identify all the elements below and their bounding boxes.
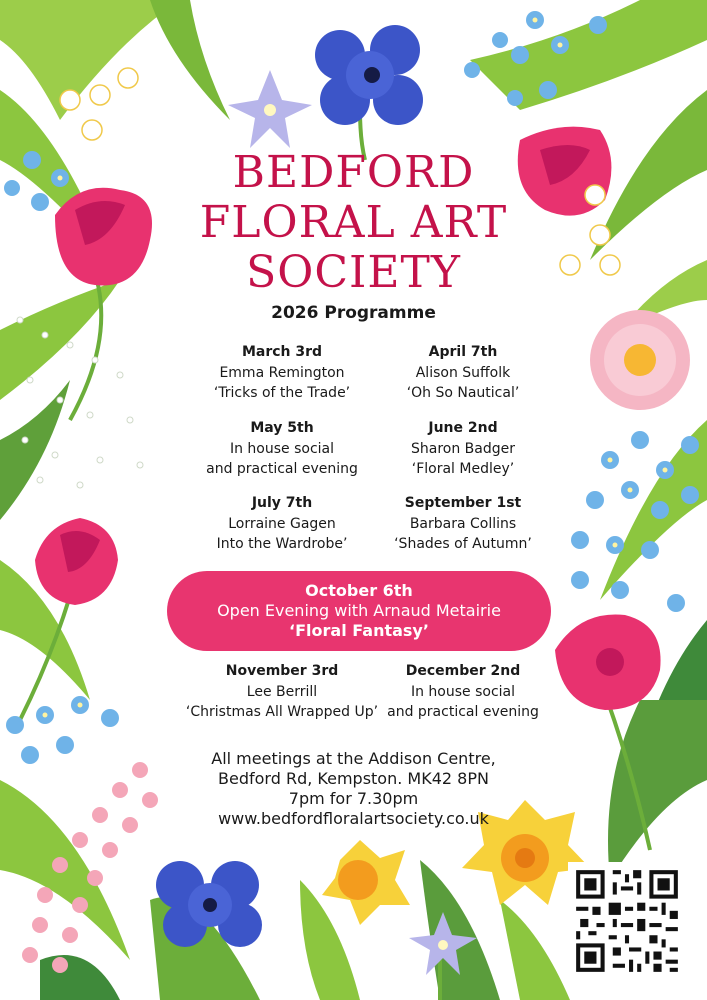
- event-line: In house social: [229, 440, 335, 457]
- venue-info: [0, 749, 707, 829]
- event-date: September 1st: [404, 495, 522, 511]
- event-september: [333, 493, 593, 555]
- event-date: June 2nd: [428, 420, 498, 436]
- title-line: BEDFORD: [232, 147, 475, 198]
- event-line: ‘Tricks of the Trade’: [213, 385, 351, 401]
- event-line: Lee Berrill: [246, 683, 318, 700]
- event-date: April 7th: [428, 344, 498, 360]
- event-date: March 3rd: [241, 344, 323, 360]
- event-line: In house social: [410, 683, 516, 700]
- event-june: [333, 418, 593, 480]
- meeting-time: 7pm for 7.30pm: [288, 789, 419, 808]
- programme-subtitle: 2026 Programme: [271, 303, 436, 323]
- title-line: SOCIETY: [246, 247, 461, 298]
- event-line: Emma Remington: [219, 364, 345, 381]
- society-title: [0, 148, 707, 298]
- event-april: [333, 342, 593, 404]
- qr-code[interactable]: [568, 862, 686, 980]
- event-line: ‘Shades of Autumn’: [394, 536, 532, 552]
- event-line: ‘Oh So Nautical’: [406, 385, 520, 401]
- event-date: July 7th: [251, 495, 313, 511]
- event-line: ‘Christmas All Wrapped Up’: [185, 704, 379, 720]
- venue-line: Bedford Rd, Kempston. MK42 8PN: [218, 769, 489, 788]
- qr-code-icon: [568, 862, 686, 980]
- event-line: Sharon Badger: [410, 440, 515, 457]
- banner-line: Open Evening with Arnaud Metairie: [217, 601, 501, 620]
- event-december: [333, 661, 593, 723]
- banner-title: ‘Floral Fantasy’: [289, 621, 429, 640]
- event-line: and practical evening: [387, 704, 539, 720]
- event-line: ‘Floral Medley’: [411, 461, 515, 477]
- daffodil-centre: [322, 840, 410, 925]
- website-link[interactable]: www.bedfordfloralartsociety.co.uk: [218, 809, 489, 828]
- tulip-left: [35, 518, 118, 605]
- open-evening-banner: [167, 571, 551, 651]
- event-line: Alison Suffolk: [415, 364, 511, 381]
- anemone-top: [315, 25, 423, 125]
- daisy-right: [590, 310, 690, 410]
- event-date: December 2nd: [405, 663, 521, 679]
- event-line: Into the Wardrobe’: [216, 536, 348, 552]
- event-line: and practical evening: [206, 461, 358, 477]
- squill-top: [228, 70, 312, 148]
- event-line: Barbara Collins: [409, 515, 517, 532]
- event-date: November 3rd: [225, 663, 339, 679]
- venue-line: All meetings at the Addison Centre,: [211, 749, 496, 768]
- title-line: FLORAL ART: [199, 197, 508, 248]
- event-date: May 5th: [250, 420, 314, 436]
- banner-date: October 6th: [305, 581, 413, 600]
- event-line: Lorraine Gagen: [228, 515, 336, 532]
